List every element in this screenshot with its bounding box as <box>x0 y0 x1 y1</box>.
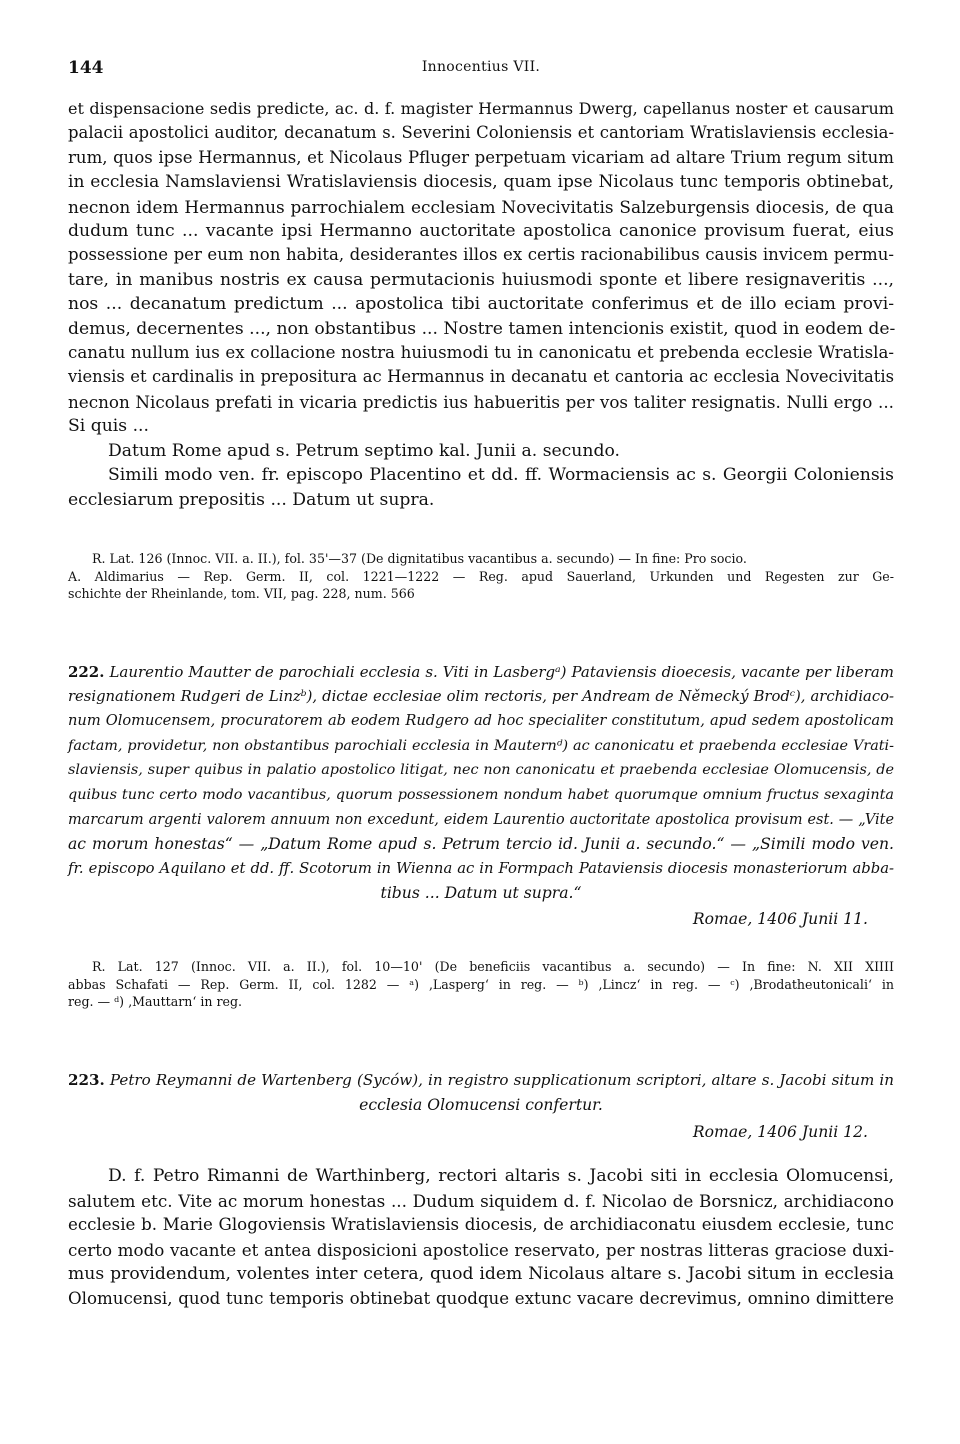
note-line: schichte der Rheinlande, tom. VII, pag. 228, num. 566 <box>68 586 415 601</box>
document-222-summary <box>68 660 894 928</box>
text-line: necnon Nicolaus prefati in vicaria predictis ius habueritis per vos taliter resignatis. Nulli ergo ... <box>68 391 894 412</box>
document-date: Romae, 1406 Junii 12. <box>692 1123 868 1142</box>
text-line: salutem etc. Vite ac morum honestas ... Dudum siquidem d. f. Nicolao de Borsnicz, archidiacono <box>68 1190 894 1211</box>
note-line: abbas Schafati — Rep. Germ. II, col. 1282 — ᵃ) ‚Lasperg‘ in reg. — ᵇ) ‚Lincz‘ in reg. — ᶜ) ‚Brodatheutonicali‘ in <box>68 976 894 992</box>
text-line: viensis et cardinalis in prepositura ac Hermannus in decanatu et cantoria ac ecclesia Novecivitatis <box>68 367 894 387</box>
text-line: tare, in manibus nostris ex causa permutacionis huiusmodi sponte et libere resignaveritis ..., <box>68 269 894 290</box>
summary-line: 222. Laurentio Mautter de parochiali ecclesia s. Viti in Lasbergᵃ) Pataviensis dioecesis, vacante per liberam <box>68 663 894 681</box>
page-header <box>68 58 894 82</box>
simili-line: Simili modo ven. fr. episcopo Placentino et dd. ff. Wormaciensis ac s. Georgii Coloniensis <box>108 465 894 486</box>
text-line: ecclesie b. Marie Glogoviensis Wratislaviensis diocesis, de archidiaconatu eiusdem ecclesie, tunc <box>68 1215 894 1235</box>
text-line: demus, decernentes ..., non obstantibus ... Nostre tamen intencionis existit, quod in eodem de- <box>68 318 896 339</box>
text-line: nos ... decanatum predictum ... apostolica tibi auctoritate conferimus et de illo eciam provi- <box>68 294 894 315</box>
summary-line: quibus tunc certo modo vacantibus, quorum possessionem nondum habet quorumque omnium fructus sexaginta <box>68 786 894 803</box>
simili-line-end: ecclesiarum prepositis ... Datum ut supra. <box>68 489 435 510</box>
text-line: necnon idem Hermannus parrochialem ecclesiam Novecivitatis Salzeburgensis diocesis, de qua <box>68 196 894 217</box>
text-line: rum, quos ipse Hermannus, et Nicolaus Pfluger perpetuam vicariam ad altare Trium regum situm <box>68 147 894 167</box>
text-line: Olomucensi, quod tunc temporis obtinebat quodque extunc vacare decrevimus, omnino dimittere <box>68 1288 894 1308</box>
text-line: Si quis ... <box>68 416 149 437</box>
document-number: 223. <box>68 1071 105 1089</box>
document-221-text <box>68 97 894 512</box>
summary-line: resignationem Rudgeri de Linzᵇ), dictae ecclesiae olim rectoris, per Andream de Německý Brodᶜ), archidiaco- <box>68 687 894 705</box>
summary-line: ecclesia Olomucensi confertur. <box>359 1095 603 1114</box>
summary-line: slaviensis, super quibus in palatio apostolico litigat, nec non canonicatu et praebenda ecclesiae Olomucensis, de <box>68 762 894 779</box>
running-title: Innocentius VII. <box>421 59 541 75</box>
text-line: canatu nullum ius ex collacione nostra huiusmodi tu in canonicatu et prebenda ecclesie Wratisla- <box>68 343 894 363</box>
document-221-body <box>68 97 894 512</box>
document-number: 222. <box>68 663 105 681</box>
note-line: R. Lat. 127 (Innoc. VII. a. II.), fol. 10—10' (De beneficiis vacantibus a. secundo) — In fine: N. XII XIIII <box>92 959 894 974</box>
summary-line: 223. Petro Reymanni de Wartenberg (Syców), in registro supplicationum scriptori, altare s. Jacobi situm in <box>68 1071 894 1089</box>
text-line: dudum tunc ... vacante ipsi Hermanno auctoritate apostolica canonice provisum fuerat, eius <box>68 221 894 242</box>
note-line: A. Aldimarius — Rep. Germ. II, col. 1221—1222 — Reg. apud Sauerland, Urkunden und Regesten zur Ge- <box>68 568 894 584</box>
text-line: in ecclesia Namslaviensi Wratislaviensis diocesis, quam ipse Nicolaus tunc temporis obtinebat, <box>68 172 894 193</box>
text-line: palacii apostolici auditor, decanatum s. Severini Coloniensis et cantoriam Wratislaviensis ecclesia- <box>68 123 894 143</box>
document-date: Romae, 1406 Junii 11. <box>692 909 868 928</box>
dating-line: Datum Rome apud s. Petrum septimo kal. Junii a. secundo. <box>108 440 620 461</box>
document-223-summary <box>68 1068 894 1141</box>
text-line: et dispensacione sedis predicte, ac. d. f. magister Hermannus Dwerg, capellanus noster et causarum <box>68 99 894 118</box>
summary-line: factam, providetur, non obstantibus parochiali ecclesia in Mauternᵈ) ac canonicatu et praebenda ecclesiae Vrati- <box>68 737 894 754</box>
text-line: possessione per eum non habita, desiderantes illos ex certis racionabilibus causis invicem permu- <box>68 245 894 265</box>
text-line: certo modo vacante et antea disposicioni apostolice reservato, per nostras litteras graciose duxi- <box>68 1239 894 1260</box>
summary-line: ac morum honestas“ — „Datum Rome apud s. Petrum tercio id. Junii a. secundo.“ — „Simili modo ven. <box>68 835 894 854</box>
document-222-notes <box>68 958 894 1011</box>
document-223-text <box>68 1164 894 1312</box>
text-line: D. f. Petro Rimanni de Warthinberg, rectori altaris s. Jacobi siti in ecclesia Olomucensi, <box>108 1166 894 1186</box>
summary-line: num Olomucensem, procuratorem ab eodem Rudgero ad hoc specialiter constitutum, apud sedem apostolicam <box>68 712 894 730</box>
summary-line: tibus ... Datum ut supra.“ <box>380 884 582 903</box>
note-line: reg. — ᵈ) ‚Mauttarn‘ in reg. <box>68 994 243 1009</box>
summary-line: marcarum argenti valorem annuum non excedunt, eidem Laurentio auctoritate apostolica provisum est. — „Vite <box>68 811 894 828</box>
document-221-notes <box>68 550 894 603</box>
note-line: R. Lat. 126 (Innoc. VII. a. II.), fol. 35'—37 (De dignitatibus vacantibus a. secundo) — In fine: Pro socio. <box>92 551 747 566</box>
page-number: 144 <box>68 58 104 78</box>
text-line: mus providendum, volentes inter cetera, quod idem Nicolaus altare s. Jacobi situm in ecclesia <box>68 1264 894 1285</box>
summary-line: fr. episcopo Aquilano et dd. ff. Scotorum in Wienna ac in Formpach Pataviensis diocesis monasteriorum abba- <box>68 859 894 877</box>
